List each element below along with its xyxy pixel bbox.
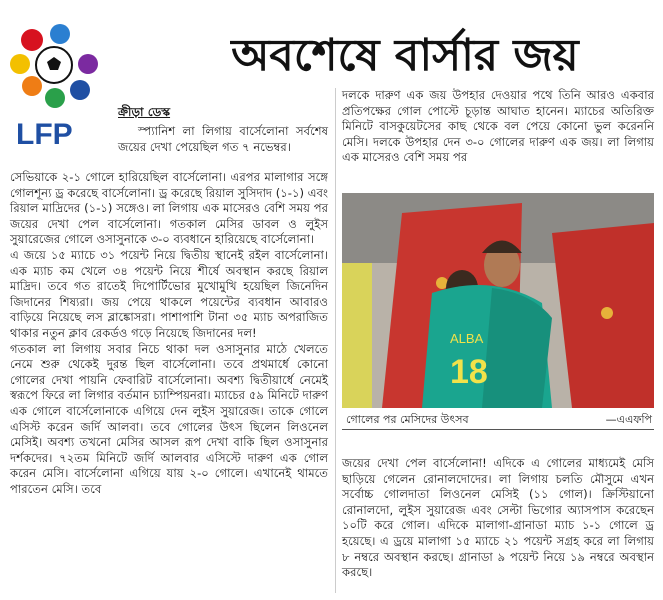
photo-illustration bbox=[342, 193, 654, 408]
celebration-photo bbox=[342, 193, 654, 408]
paragraph: এ জয়ে ১৫ ম্যাচে ৩১ পয়েন্ট নিয়ে দ্বিতীয় স্থানেই রইল বার্সেলোনা। এক ম্যাচ কম খেলে ৩৪ পয়েন্ট নিয়ে শীর্ষে অবস্থান করছে রিয়াল মাদ্রিদ। তবে গত রাতেই দিপোর্টিভোর মুখোমুখি হয়েছিল জিনেদিন জিদানের শিষ্যরা। জয় পেয়ে থাকলে পয়েন্টের ব্যবধান আবারও বাড়িয়ে নিয়েছে লস ব্লাঙ্কোসরা। পাশাপাশি টানা ৩৫ ম্যাচ অপরাজিত থাকার নতুন ক্লাব রেকর্ডও গড়ে নিয়েছে জিদানের দল! bbox=[10, 247, 328, 340]
jersey-number: 18 bbox=[450, 353, 488, 391]
column-a bbox=[10, 170, 328, 497]
paragraph: গতকাল লা লিগায় সবার নিচে থাকা দল ওসাসুনার মাঠে খেলতে নেমে শুরু থেকেই দুরন্ত ছিল বার্সেলোনা। তবে প্রথমার্ধে কোনো গোলের দেখা পায়নি ফেবারিট বার্সেলোনা। অবশ্য দ্বিতীয়ার্ধে নেমেই স্বরূপে ফিরে লা লিগার বর্তমান চ্যাম্পিয়নরা। ম্যাচের ৫৯ মিনিটে দারুণ এক গোলে বার্সেলোনাকে এগিয়ে দেন লুইস সুয়ারেজ। তাকে গোলে এসিস্ট করেন জর্দি আলবা। তবে গোলের উৎস ছিলেন লিওনেল মেসিই। অবশ্য তখনো মেসির আসল রূপ দেখা বাকি ছিল ওসাসুনার দর্শকদের। ৭২তম মিনিটে জর্দি আলবার এসিস্টে দারুণ এক গোল করেন মেসি। বার্সেলোনা এগিয়ে যায় ২-০ গোলে। এখানেই থামতে পারতেন মেসি। তবে bbox=[10, 341, 328, 496]
lfp-logo bbox=[10, 20, 110, 150]
intro-paragraph: স্প্যানিশ লা লিগায় বার্সেলোনা সর্বশেষ জয়ের দেখা পেয়েছিল গত ৭ নভেম্বর। bbox=[118, 124, 328, 154]
jersey-name: ALBA bbox=[450, 331, 484, 346]
byline: ক্রীড়া ডেস্ক bbox=[118, 105, 171, 119]
caption-credit: —এএফপি bbox=[605, 413, 652, 426]
caption-text: গোলের পর মেসিদের উৎসব bbox=[346, 413, 469, 426]
photo-caption bbox=[346, 411, 652, 430]
headline: অবশেষে বার্সার জয় bbox=[231, 30, 579, 81]
caption-rule bbox=[342, 429, 654, 430]
paragraph: সেভিয়াকে ২-১ গোলে হারিয়েছিল বার্সেলোনা। এরপর মালাগার সঙ্গে গোলশূন্য ড্র করেছে বার্সেলোনা। ড্র করেছে রিয়াল সুসিদাদ (১-১) এবং রিয়াল মাদ্রিদের (১-১) সঙ্গেও। লা লিগায় এক মাসেরও বেশি সময় পর জয়ের দেখা পেল বার্সেলোনা। গতকাল মেসির ডাবল ও লুইস সুয়ারেজের গোলে ওসাসুনাকে ৩-০ ব্যবধানে হারিয়েছে বার্সেলোনা। bbox=[10, 170, 328, 247]
column-divider bbox=[335, 88, 336, 593]
column-b-bottom: জয়ের দেখা পেল বার্সেলোনা! এদিকে এ গোলের মাধ্যমেই মেসি ছাড়িয়ে গেলেন রোনালদোদের। লা লিগায় চলতি মৌসুমে এখন সর্বোচ্চ গোলদাতা লিওনেল মেসিই (১১ গোল)। ক্রিস্টিয়ানো রোনালদো, লুইস সুয়ারেজ এবং সেল্টা ভিগোর অ্যাসপাস করেছেন ১০টি করে গোল। এদিকে মালাগা-গ্রানাডা ম্যাচ ১-১ গোলে ড্র হয়েছে। এ ড্রয়ে মালাগা ১৫ ম্যাচে ২১ পয়েন্ট সগ্রহ করে লা লিগায় ৮ নম্বরে অবস্থান করছে। গ্রানাডা ৯ পয়েন্ট নিয়ে ১৯ নম্বরে অবস্থান করছে। bbox=[342, 456, 654, 580]
lfp-logo-icon bbox=[10, 20, 110, 150]
logo-text: LFP bbox=[16, 118, 73, 150]
column-b-top: দলকে দারুণ এক জয় উপহার দেওয়ার পথে তিনি আরও একবার প্রতিপক্ষের গোল পোস্টে চূড়ান্ত আঘাত হানেন। ম্যাচের অতিরিক্ত মিনিটে বাসকুয়েটসের কাছ থেকে বল পেয়ে কোনো ভুল করেননি মেসি। দলকে উপহার দেন ৩-০ গোলের দারুণ এক জয়। লা লিগায় এক মাসেরও বেশি সময় পর bbox=[342, 88, 654, 165]
